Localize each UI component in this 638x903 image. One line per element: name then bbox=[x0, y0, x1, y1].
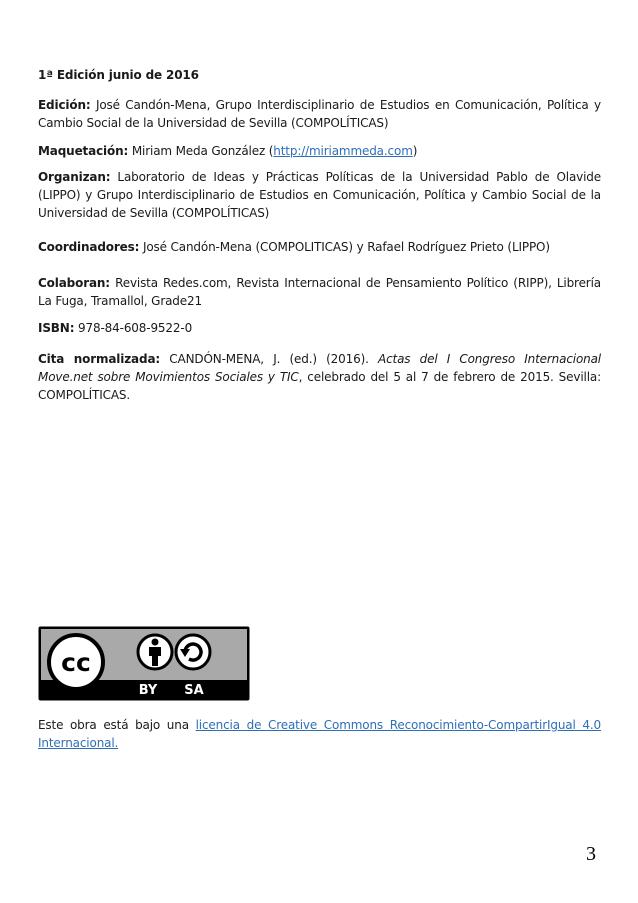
isbn-label: ISBN: bbox=[38, 321, 75, 335]
license-prefix: Este obra está bajo una bbox=[38, 718, 189, 732]
page-number: 3 bbox=[586, 843, 596, 865]
license-notice bbox=[38, 716, 601, 752]
edicion-text: José Candón-Mena, Grupo Interdisciplinario de Estudios en Comunicación, Política y Cambio Social de la Universidad de Sevilla (COMPOLÍTICAS) bbox=[38, 98, 602, 130]
isbn-paragraph bbox=[38, 319, 192, 337]
attribution-person-icon bbox=[138, 635, 172, 669]
cc-by-sa-badge[interactable] bbox=[38, 626, 250, 701]
share-alike-icon bbox=[176, 635, 210, 669]
by-label: BY bbox=[138, 683, 158, 698]
cita-label: Cita normalizada: bbox=[38, 352, 161, 366]
cita-italic-title: Actas del I Congreso Internacional Move.net sobre Movimientos Sociales y TIC bbox=[38, 352, 601, 384]
edition-line: 1ª Edición junio de 2016 bbox=[38, 68, 199, 82]
maquetacion-link[interactable]: http://miriammeda.com bbox=[273, 144, 413, 158]
colaboran-paragraph bbox=[38, 274, 601, 310]
maquetacion-paragraph bbox=[38, 142, 417, 160]
license-link[interactable]: licencia de Creative Commons Reconocimiento-CompartirIgual 4.0 Internacional. bbox=[38, 718, 601, 750]
cita-text-2: , celebrado del 5 al 7 de febrero de 2015. Sevilla: COMPOLÍTICAS. bbox=[38, 370, 601, 402]
colaboran-label: Colaboran: bbox=[38, 276, 110, 290]
coordinadores-paragraph bbox=[38, 238, 550, 256]
isbn-text: 978-84-608-9522-0 bbox=[78, 321, 193, 335]
sa-label: SA bbox=[184, 683, 204, 698]
cita-paragraph bbox=[38, 350, 601, 404]
coordinadores-text: José Candón-Mena (COMPOLITICAS) y Rafael Rodríguez Prieto (LIPPO) bbox=[142, 240, 550, 254]
maquetacion-close: ) bbox=[412, 144, 418, 158]
cc-logo-text: cc bbox=[61, 648, 91, 677]
organizan-text: Laboratorio de Ideas y Prácticas Políticas de la Universidad Pablo de Olavide (LIPPO) y Grupo Interdisciplinario de Estudios en Comunicación, Política y Cambio Social de la Universidad de Sevilla (COMPOLÍTICAS) bbox=[38, 170, 601, 220]
maquetacion-label: Maquetación: bbox=[38, 144, 129, 158]
maquetacion-text: Miriam Meda González ( bbox=[131, 144, 274, 158]
organizan-paragraph bbox=[38, 168, 601, 222]
cita-text-1: CANDÓN-MENA, J. (ed.) (2016). bbox=[169, 352, 369, 366]
colaboran-text: Revista Redes.com, Revista Internacional de Pensamiento Político (RIPP), Librería La Fuga, Tramallol, Grade21 bbox=[38, 276, 601, 308]
coordinadores-label: Coordinadores: bbox=[38, 240, 140, 254]
edicion-paragraph bbox=[38, 96, 601, 132]
edicion-label: Edición: bbox=[38, 98, 91, 112]
organizan-label: Organizan: bbox=[38, 170, 111, 184]
cc-logo-icon bbox=[49, 635, 103, 689]
